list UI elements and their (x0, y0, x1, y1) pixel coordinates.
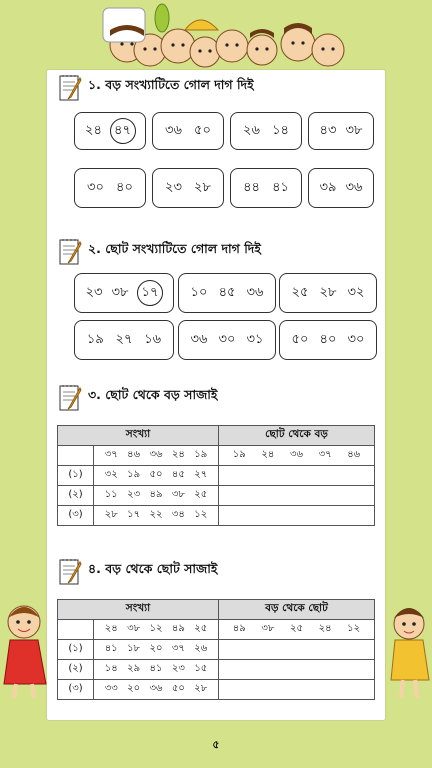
section-3-title: ৩. ছোট থেকে বড় সাজাই (88, 387, 218, 402)
number-box[interactable] (279, 320, 377, 360)
section-2-header (58, 236, 261, 266)
number: ১৭ (127, 509, 141, 520)
numbers-cell (94, 660, 219, 680)
number: ১৪ (104, 663, 118, 674)
sort-descending-table (57, 599, 375, 700)
number[interactable]: ১৪ (272, 122, 289, 138)
number: ৩৪ (171, 509, 185, 520)
number: ২৪ (318, 623, 332, 634)
number[interactable]: ৩৬ (246, 284, 264, 300)
child-illustration-right (385, 592, 432, 702)
answer-input-cell[interactable] (219, 466, 375, 486)
number: ৪১ (149, 663, 163, 674)
table-header-row (58, 600, 375, 620)
row-label (58, 446, 94, 466)
number[interactable]: ৩৯ (319, 179, 337, 195)
number[interactable]: ৪০ (319, 331, 337, 347)
number[interactable]: ৩৬ (165, 122, 182, 138)
number: ২৫ (194, 489, 208, 500)
number[interactable]: ৪১ (272, 179, 289, 195)
row-label: (৩) (58, 506, 94, 526)
table-row-example (58, 620, 375, 640)
section-2-title: ২. ছোট সংখ্যাটিতে গোল দাগ দিই (88, 241, 261, 256)
row-label: (২) (58, 660, 94, 680)
answer-input-cell[interactable] (219, 640, 375, 660)
number: ২৭ (194, 469, 208, 480)
answer-input-cell[interactable] (219, 506, 375, 526)
number-box[interactable] (74, 168, 146, 208)
number: ২৮ (104, 509, 118, 520)
number[interactable]: ৩৮ (111, 284, 129, 300)
answer-input-cell[interactable] (219, 660, 375, 680)
number: ১৯ (194, 449, 208, 460)
number[interactable]: ৩০ (347, 331, 365, 347)
number: ২৫ (289, 623, 303, 634)
number: ৪৯ (171, 623, 185, 634)
number: ৩৭ (104, 449, 118, 460)
row-label (58, 620, 94, 640)
circled-number[interactable]: ৪৭ (110, 118, 136, 144)
number: ৩২ (104, 469, 118, 480)
number-box[interactable] (74, 320, 174, 360)
children-illustration-top (0, 0, 432, 80)
number: ৩৩ (104, 683, 118, 694)
number: ২৪ (261, 449, 275, 460)
number[interactable]: ২৪ (85, 122, 102, 138)
column-header-numbers: সংখ্যা (58, 426, 219, 446)
number: ১২ (149, 623, 163, 634)
section-1-header (58, 72, 254, 102)
number: ৪৫ (171, 469, 185, 480)
number: ৩৬ (149, 449, 163, 460)
numbers-cell (94, 446, 219, 466)
answer-cell (219, 446, 375, 466)
notepad-pencil-icon (58, 72, 84, 102)
number: ৪৯ (149, 489, 163, 500)
number: ২৮ (194, 683, 208, 694)
numbers-cell (94, 620, 219, 640)
number: ৫০ (149, 469, 163, 480)
number-box[interactable] (178, 273, 276, 313)
number-box[interactable] (178, 320, 276, 360)
number: ৩৭ (318, 449, 332, 460)
number[interactable]: ৩২ (347, 284, 365, 300)
number-box[interactable] (230, 112, 302, 150)
table-row (58, 660, 375, 680)
row-label: (১) (58, 640, 94, 660)
number: ১১ (104, 489, 118, 500)
number: ৩৬ (289, 449, 303, 460)
number[interactable]: ২৩ (85, 284, 103, 300)
number[interactable]: ৪৪ (243, 179, 260, 195)
numbers-cell (94, 640, 219, 660)
numbers-cell (94, 680, 219, 700)
number[interactable]: ৫০ (291, 331, 309, 347)
number[interactable]: ৩৬ (345, 179, 363, 195)
number-box[interactable] (74, 273, 174, 313)
number: ২৫ (194, 623, 208, 634)
number[interactable]: ২৮ (194, 179, 211, 195)
number-box[interactable] (152, 168, 224, 208)
number: ৩৭ (171, 643, 185, 654)
number[interactable]: ২৫ (291, 284, 309, 300)
notepad-pencil-icon (58, 382, 84, 412)
number: ৩৮ (127, 623, 141, 634)
table-row (58, 506, 375, 526)
number[interactable]: ২৮ (319, 284, 337, 300)
section-3-header (58, 382, 217, 412)
number: ২৬ (194, 643, 208, 654)
answer-input-cell[interactable] (219, 486, 375, 506)
numbers-cell (94, 466, 219, 486)
number: ২০ (127, 683, 141, 694)
table-row-example (58, 446, 375, 466)
number-box[interactable] (230, 168, 302, 208)
number: ৪৬ (347, 449, 361, 460)
row-label: (২) (58, 486, 94, 506)
number[interactable]: ১০ (190, 284, 208, 300)
number: ১৫ (194, 663, 208, 674)
number: ১২ (347, 623, 361, 634)
number[interactable]: ২৬ (243, 122, 260, 138)
number-box[interactable] (279, 273, 377, 313)
number[interactable]: ১৯ (86, 331, 104, 347)
column-header-numbers: সংখ্যা (58, 600, 219, 620)
number[interactable]: ২৩ (165, 179, 182, 195)
number: ২০ (149, 643, 163, 654)
circled-number[interactable]: ১৭ (137, 280, 163, 306)
row-label: (১) (58, 466, 94, 486)
number: ১২ (194, 509, 208, 520)
page-number: ৫ (212, 738, 220, 751)
number: ৩৮ (261, 623, 275, 634)
number: ২৪ (171, 449, 185, 460)
number[interactable]: ৩০ (218, 331, 236, 347)
sort-ascending-table (57, 425, 375, 526)
number-box[interactable] (308, 168, 374, 208)
number: ১৯ (127, 469, 141, 480)
number: ১৯ (232, 449, 246, 460)
number[interactable]: ৪০ (116, 179, 133, 195)
answer-input-cell[interactable] (219, 680, 375, 700)
number: ২৩ (171, 663, 185, 674)
number[interactable]: ৪৫ (218, 284, 236, 300)
number[interactable]: ৩১ (246, 331, 264, 347)
number-box[interactable] (74, 112, 146, 150)
table-header-row (58, 426, 375, 446)
number[interactable]: ৩৮ (345, 122, 363, 138)
number: ২৩ (127, 489, 141, 500)
row-label: (৩) (58, 680, 94, 700)
number: ১৮ (127, 643, 141, 654)
number: ২২ (149, 509, 163, 520)
number-box[interactable] (308, 112, 374, 150)
table-row (58, 486, 375, 506)
number-box[interactable] (152, 112, 224, 150)
number: ২৯ (127, 663, 141, 674)
number[interactable]: ৩৬ (190, 331, 208, 347)
column-header-order: বড় থেকে ছোট (219, 600, 375, 620)
number: ৪১ (104, 643, 118, 654)
notepad-pencil-icon (58, 556, 84, 586)
notepad-pencil-icon (58, 236, 84, 266)
number: ৪৯ (232, 623, 246, 634)
table-row (58, 640, 375, 660)
number[interactable]: ১৬ (144, 331, 162, 347)
table-row (58, 680, 375, 700)
number[interactable]: ২৭ (115, 331, 133, 347)
number: ৩৮ (171, 489, 185, 500)
section-4-title: ৪. বড় থেকে ছোট সাজাই (88, 561, 218, 576)
numbers-cell (94, 506, 219, 526)
numbers-cell (94, 486, 219, 506)
column-header-order: ছোট থেকে বড় (219, 426, 375, 446)
number[interactable]: ৫০ (194, 122, 211, 138)
number: ৩৬ (149, 683, 163, 694)
child-illustration-left (0, 592, 52, 702)
section-4-header (58, 556, 217, 586)
section-1-title: ১. বড় সংখ্যাটিতে গোল দাগ দিই (88, 77, 254, 92)
table-row (58, 466, 375, 486)
number[interactable]: ৪৩ (319, 122, 337, 138)
number: ২৪ (104, 623, 118, 634)
number[interactable]: ৩০ (87, 179, 104, 195)
answer-cell (219, 620, 375, 640)
number: ৪৬ (127, 449, 141, 460)
number: ৫০ (171, 683, 185, 694)
